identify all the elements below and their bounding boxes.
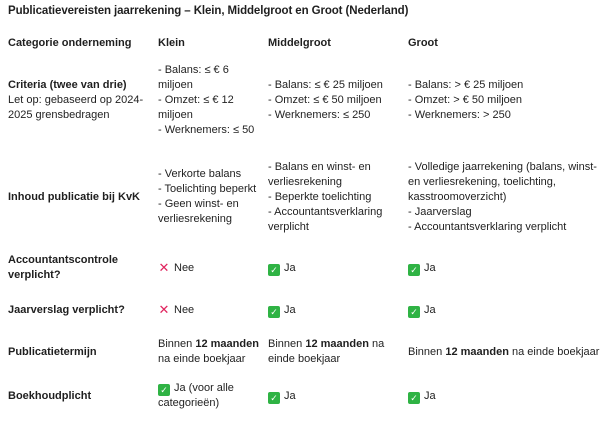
value-no: Nee — [174, 303, 195, 316]
inhoud-middelgroot — [268, 160, 408, 235]
criteria-klein — [158, 63, 268, 138]
check-box-icon: ✓ — [408, 264, 420, 276]
value-yes: Ja — [424, 303, 436, 316]
criteria-groot — [408, 78, 612, 123]
cross-icon: ✕ — [158, 301, 170, 317]
list-item: - Werknemers: ≤ 50 — [158, 124, 255, 136]
check-box-icon: ✓ — [268, 392, 280, 404]
row-label-boekhoud: Boekhoudplicht — [8, 389, 92, 402]
termijn-prefix: Binnen — [408, 345, 443, 358]
accountant-groot — [408, 261, 612, 276]
termijn-groot — [408, 345, 612, 360]
list-item: - Omzet: ≤ € 50 miljoen — [268, 94, 382, 106]
list-item: - Omzet: ≤ € 12 miljoen — [158, 94, 234, 121]
value-yes: Ja — [424, 261, 436, 274]
list-item: - Jaarverslag — [408, 205, 472, 218]
list-item: - Accountantsverklaring verplicht — [408, 220, 567, 233]
list-item: - Accountantsverklaring verplicht — [268, 205, 383, 233]
inhoud-klein — [158, 167, 268, 227]
cross-icon: ✕ — [158, 259, 170, 275]
list-item: - Verkorte balans — [158, 168, 242, 180]
page-title: Publicatievereisten jaarrekening – Klein, Middelgroot en Groot (Nederland) — [8, 5, 409, 17]
table-row-inhoud — [8, 150, 612, 244]
value-yes: Ja — [284, 303, 296, 316]
termijn-middelgroot — [268, 337, 408, 367]
criteria-note: Let op: gebaseerd op 2024-2025 grensbedragen — [8, 94, 144, 121]
criteria-middelgroot — [268, 78, 408, 123]
list-item: - Werknemers: > 250 — [408, 109, 511, 121]
termijn-suffix: na einde boekjaar — [511, 345, 600, 358]
list-item: - Balans en winst- en verliesrekening — [268, 160, 371, 188]
criteria-label: Criteria (twee van drie) — [8, 79, 127, 91]
list-item: - Balans: ≤ € 25 miljoen — [268, 79, 383, 91]
header-category: Categorie onderneming — [8, 36, 132, 49]
table-row-accountant — [8, 246, 612, 290]
table-row-jaarverslag — [8, 292, 612, 328]
check-box-icon: ✓ — [408, 392, 420, 404]
jaarverslag-groot — [408, 303, 612, 318]
header-middelgroot: Middelgroot — [268, 36, 331, 49]
value-no: Nee — [174, 261, 195, 274]
list-item: - Balans: ≤ € 6 miljoen — [158, 64, 229, 91]
termijn-prefix: Binnen — [158, 338, 193, 350]
row-label-jaarverslag: Jaarverslag verplicht? — [8, 303, 125, 316]
jaarverslag-klein — [158, 303, 268, 318]
accountant-middelgroot — [268, 261, 408, 276]
boekhoud-groot — [408, 389, 612, 404]
check-box-icon: ✓ — [408, 306, 420, 318]
check-box-icon: ✓ — [158, 384, 170, 396]
termijn-suffix: na einde boekjaar — [268, 338, 385, 365]
list-item: - Werknemers: ≤ 250 — [268, 109, 371, 121]
table-row-boekhoud — [8, 376, 612, 416]
list-item: - Beperkte toelichting — [268, 190, 372, 203]
value-yes: Ja — [284, 261, 296, 274]
boekhoud-middelgroot — [268, 389, 408, 404]
list-item: - Omzet: > € 50 miljoen — [408, 94, 523, 106]
check-box-icon: ✓ — [268, 264, 280, 276]
value-yes: Ja — [424, 389, 436, 402]
value-yes: Ja — [284, 389, 296, 402]
inhoud-groot — [408, 160, 612, 235]
jaarverslag-middelgroot — [268, 303, 408, 318]
accountant-klein — [158, 261, 268, 276]
row-label-criteria — [8, 78, 158, 123]
list-item: - Geen winst- en verliesrekening — [158, 198, 239, 225]
termijn-emphasis: 12 maanden — [195, 338, 259, 350]
termijn-suffix: na einde boekjaar — [158, 353, 246, 365]
row-label-inhoud: Inhoud publicatie bij KvK — [8, 190, 140, 203]
list-item: - Toelichting beperkt — [158, 183, 257, 195]
termijn-prefix: Binnen — [268, 338, 303, 350]
comparison-table — [8, 33, 612, 416]
row-label-accountant: Accountantscontrole verplicht? — [8, 254, 119, 281]
list-item: - Balans: > € 25 miljoen — [408, 79, 524, 91]
boekhoud-klein — [158, 381, 268, 411]
check-box-icon: ✓ — [268, 306, 280, 318]
termijn-emphasis: 12 maanden — [445, 345, 509, 358]
header-groot: Groot — [408, 36, 438, 49]
row-label-termijn: Publicatietermijn — [8, 345, 97, 358]
value-yes: Ja (voor alle categorieën) — [158, 382, 234, 409]
list-item: - Volledige jaarrekening (balans, winst- en verliesrekening, toelichting, kasstroomoverzicht) — [408, 160, 597, 203]
table-header — [8, 33, 612, 53]
termijn-klein — [158, 337, 268, 367]
termijn-emphasis: 12 maanden — [305, 338, 369, 350]
table-row-criteria — [8, 55, 612, 146]
table-row-termijn — [8, 332, 612, 372]
header-klein: Klein — [158, 36, 185, 49]
